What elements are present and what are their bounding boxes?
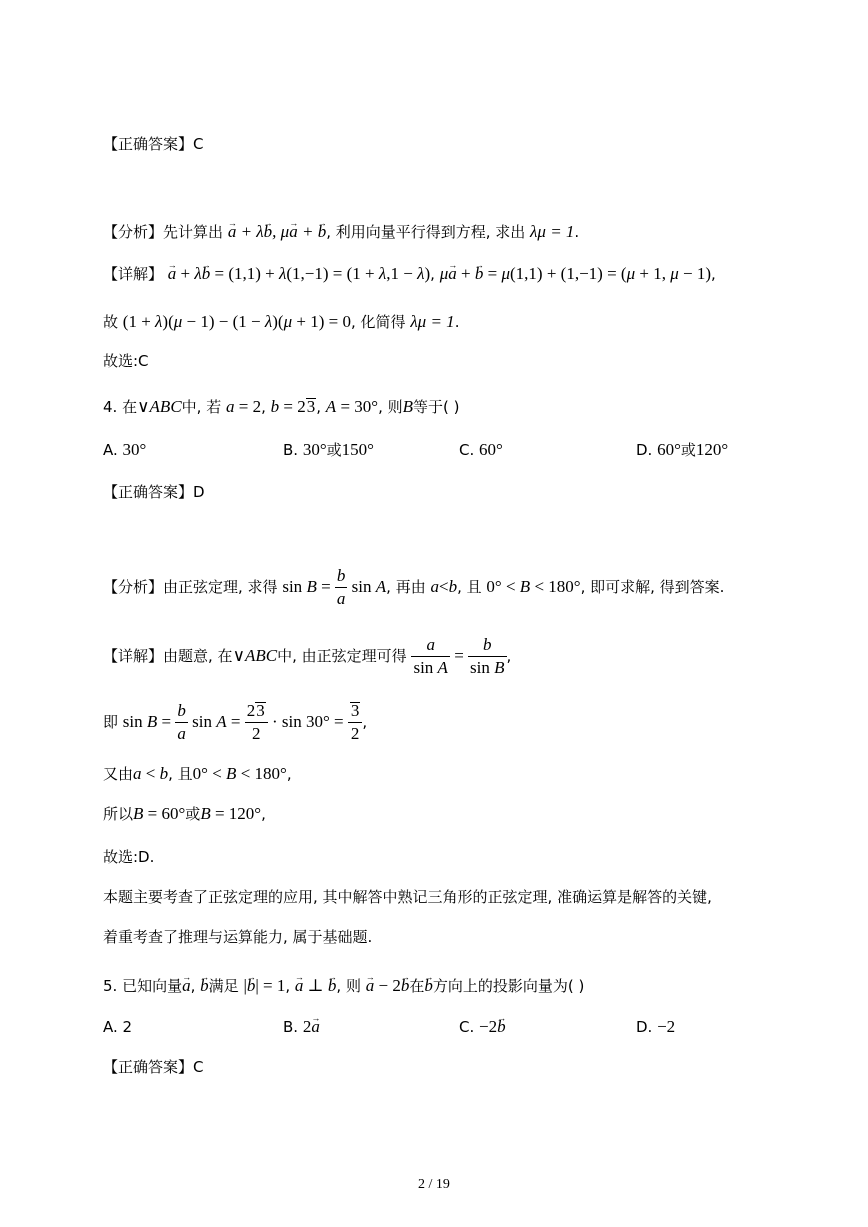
formula: → b <box>200 976 209 995</box>
option-value: 60° <box>657 440 681 459</box>
text: , 化简得 <box>350 313 406 331</box>
q5-option-c <box>459 1017 506 1037</box>
punct: , <box>362 713 368 731</box>
text: , 则 <box>336 977 361 995</box>
punct: , <box>316 398 322 416</box>
text: 所以 <box>103 805 134 823</box>
formula: b = 23 <box>270 397 316 416</box>
formula: B <box>402 397 414 416</box>
option-value: 60° <box>479 440 503 459</box>
punct: , <box>506 647 512 665</box>
q3-detail-line-2 <box>103 312 459 332</box>
q4-option-c <box>459 440 503 460</box>
option-label: B. <box>283 1018 303 1036</box>
q4-comment-2: 着重考查了推理与运算能力, 属于基础题. <box>103 928 373 946</box>
analysis-text: , 利用向量平行得到方程, 求出 <box>326 223 526 241</box>
option-value: 30° <box>122 440 147 459</box>
text: 又由 <box>103 765 134 783</box>
answer-label: 【正确答案】 <box>103 1058 194 1076</box>
fraction: $\frac{b}{a}$ <box>336 566 346 608</box>
punct: , <box>711 265 716 283</box>
formula: sin B = <box>122 712 176 731</box>
formula: → a + λ→ b = (1,1) + λ(1,−1) = (1 + λ,1 − λ) <box>168 264 430 283</box>
fraction: $\frac{a}{\text{sin A}}$ <box>413 635 448 677</box>
q4-stem <box>103 397 460 417</box>
formula: |→ b| = 1 <box>243 976 285 995</box>
formula: → a <box>182 976 191 995</box>
punct: , <box>430 265 435 283</box>
q3-choose: 故选:C <box>103 352 149 370</box>
analysis-label: 【分析】 <box>103 578 164 596</box>
formula: a < b <box>133 764 169 783</box>
answer-label: 【正确答案】 <box>103 483 194 501</box>
formula: λμ = 1 <box>530 222 575 241</box>
formula: sin A <box>347 577 387 596</box>
text: , 即可求解, 得到答案. <box>580 578 725 596</box>
text: , 且 <box>168 765 193 783</box>
answer-value: C <box>193 1058 204 1076</box>
formula: a = 2 <box>225 397 262 416</box>
detail-label: 【详解】 <box>103 647 164 665</box>
detail-label: 【详解】 <box>103 265 164 283</box>
text: 由题意, 在 <box>163 647 233 665</box>
analysis-label: 【分析】 <box>103 223 164 241</box>
fraction: $\frac{3}{2}$ <box>348 700 363 745</box>
formula: → a + λ→ b, μ→ a + → b <box>228 222 326 241</box>
formula: → a − 2→ b <box>366 976 410 995</box>
text: 方向上的投影向量为( ) <box>432 977 585 995</box>
punct: . <box>454 313 460 331</box>
text: 或 <box>680 441 696 459</box>
punct: . <box>574 223 580 241</box>
q4-suoyi-line <box>103 804 266 824</box>
q5-option-a: A. 2 <box>103 1018 133 1036</box>
formula: λμ = 1 <box>410 312 455 331</box>
option-label: C. <box>459 441 480 459</box>
option-label: D. <box>636 1018 658 1036</box>
fraction: $\frac{b}{\text{sin B}}$ <box>470 635 505 677</box>
text: 在 <box>409 977 425 995</box>
option-value: 120° <box>695 440 729 459</box>
q4-answer-line <box>103 482 205 502</box>
formula: B = 120° <box>200 804 262 823</box>
text: 或 <box>326 441 342 459</box>
formula: sin B = <box>282 577 335 596</box>
fraction: $\frac{b}{a}$ <box>177 701 186 743</box>
answer-label: 【正确答案】 <box>103 135 194 153</box>
punct: , <box>261 805 266 823</box>
analysis-text: 先计算出 <box>163 223 224 241</box>
q3-detail-line <box>103 264 716 284</box>
text: 故 <box>103 313 119 331</box>
formula: → b <box>424 976 433 995</box>
formula: → a ⊥ → b <box>295 976 337 995</box>
answer-value: D <box>193 483 205 501</box>
q4-option-b <box>283 440 374 460</box>
formula: B = 60° <box>133 804 186 823</box>
text: 5. 已知向量 <box>103 977 183 995</box>
formula: A = 30° <box>325 397 379 416</box>
formula: 0° < B < 180° <box>192 764 287 783</box>
option-value: 2→ a <box>303 1017 320 1036</box>
formula: 0° < B < 180° <box>486 577 581 596</box>
text: 由正弦定理, 求得 <box>163 578 278 596</box>
text: 4. 在 <box>103 398 138 416</box>
formula: ∨ABC <box>137 397 182 416</box>
text: 或 <box>185 805 201 823</box>
answer-value: C <box>193 135 204 153</box>
page-number: 2 / 19 <box>418 1177 450 1192</box>
option-label: B. <box>283 441 303 459</box>
text: 中, 若 <box>181 398 222 416</box>
q4-comment-1: 本题主要考查了正弦定理的应用, 其中解答中熟记三角形的正弦定理, 准确运算是解答的关键, <box>103 888 712 906</box>
q4-ji-line: 即 sin B = $\frac{b}{a}$ sin A = $\frac{23}{2}$ · sin 30° = $\frac{3}{2}$ , <box>103 701 368 743</box>
option-label: C. <box>459 1018 480 1036</box>
q3-analysis-line <box>103 222 579 242</box>
q5-option-d <box>636 1017 675 1037</box>
option-label: A. <box>103 441 123 459</box>
punct: , <box>285 977 291 995</box>
q3-answer-line <box>103 134 204 154</box>
punct: , <box>261 398 266 416</box>
q5-answer-line <box>103 1057 204 1077</box>
punct: , <box>286 765 292 783</box>
option-value: 150° <box>341 440 374 459</box>
formula: ∨ABC <box>232 646 278 665</box>
text: 等于( ) <box>413 398 460 416</box>
punct: , <box>190 977 196 995</box>
text: 即 <box>103 713 119 731</box>
text: , 再由 <box>386 578 426 596</box>
q4-option-a <box>103 440 146 460</box>
option-label: D. <box>636 441 658 459</box>
q4-choose: 故选:D. <box>103 848 155 866</box>
q4-analysis-line: 【分析】由正弦定理, 求得 sin B = $\frac{b}{a}$ sin A, 再由 a<b, 且 0° < B < 180°, 即可求解, 得到答案. <box>103 566 725 608</box>
option-value: 30° <box>302 440 327 459</box>
formula: (1 + λ)(μ − 1) − (1 − λ)(μ + 1) = 0 <box>122 312 351 331</box>
q4-detail-line: 【详解】由题意, 在∨ABC中, 由正弦定理可得 $\frac{a}{\text{sin A}}$ = $\frac{b}{\text{sin B}}$ , <box>103 635 512 677</box>
formula: a <box>430 577 439 596</box>
q4-youyou-line <box>103 764 292 784</box>
q5-option-b <box>283 1017 320 1037</box>
q4-option-d <box>636 440 728 460</box>
q5-stem <box>103 976 584 996</box>
formula: μ→ a + → b = μ(1,1) + (1,−1) = (μ + 1, μ − 1) <box>440 264 711 283</box>
text: 满足 <box>208 977 239 995</box>
option-value: −2 <box>657 1017 676 1036</box>
text: , 且 <box>457 578 482 596</box>
option-value: −2→ b <box>479 1017 506 1036</box>
text: , 则 <box>378 398 403 416</box>
fraction: $\frac{23}{2}$ <box>245 700 268 745</box>
text: 中, 由正弦定理可得 <box>277 647 407 665</box>
